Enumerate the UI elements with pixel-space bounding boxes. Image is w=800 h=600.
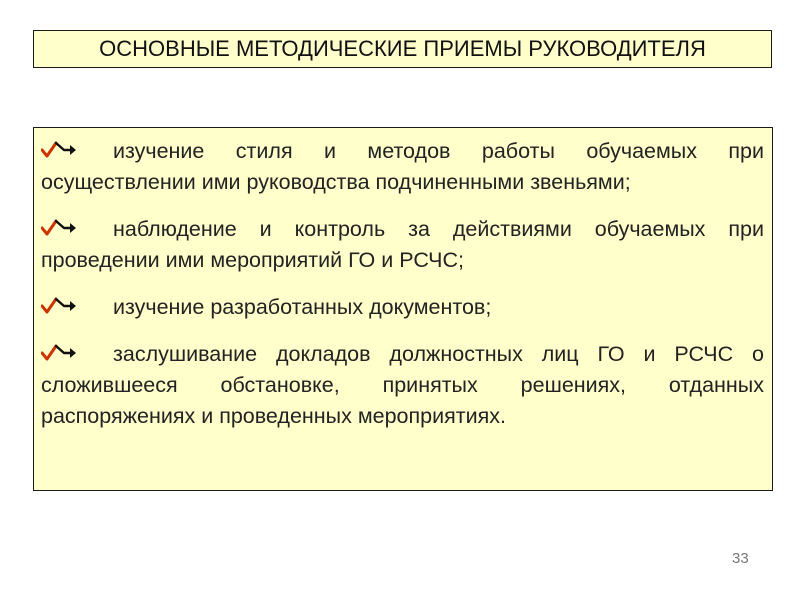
list-item bbox=[41, 214, 764, 276]
list-item-text: изучение разработанных документов; bbox=[113, 295, 492, 319]
list-item-text: изучение стиля и методов работы обучаемых при осуществлении ими руководства подчиненными звеньями; bbox=[41, 139, 764, 194]
checkmark-arrow-icon bbox=[41, 296, 85, 316]
list-item bbox=[41, 339, 764, 432]
checkmark-arrow-icon bbox=[41, 218, 85, 238]
checkmark-arrow-icon bbox=[41, 343, 85, 363]
list-item bbox=[41, 136, 764, 198]
list-item bbox=[41, 292, 764, 323]
list-item-text: заслушивание докладов должностных лиц ГО и РСЧС о сложившееся обстановке, принятых решениях, отданных распоряжениях и проведенных мероприятиях. bbox=[41, 342, 764, 428]
slide-title: ОСНОВНЫЕ МЕТОДИЧЕСКИЕ ПРИЕМЫ РУКОВОДИТЕЛЯ bbox=[99, 36, 706, 61]
checkmark-arrow-icon bbox=[41, 140, 85, 160]
slide-title-box bbox=[33, 30, 772, 68]
content-box bbox=[33, 127, 773, 491]
list-item-text: наблюдение и контроль за действиями обучаемых при проведении ими мероприятий ГО и РСЧС; bbox=[41, 217, 764, 272]
page-number: 33 bbox=[732, 550, 749, 567]
